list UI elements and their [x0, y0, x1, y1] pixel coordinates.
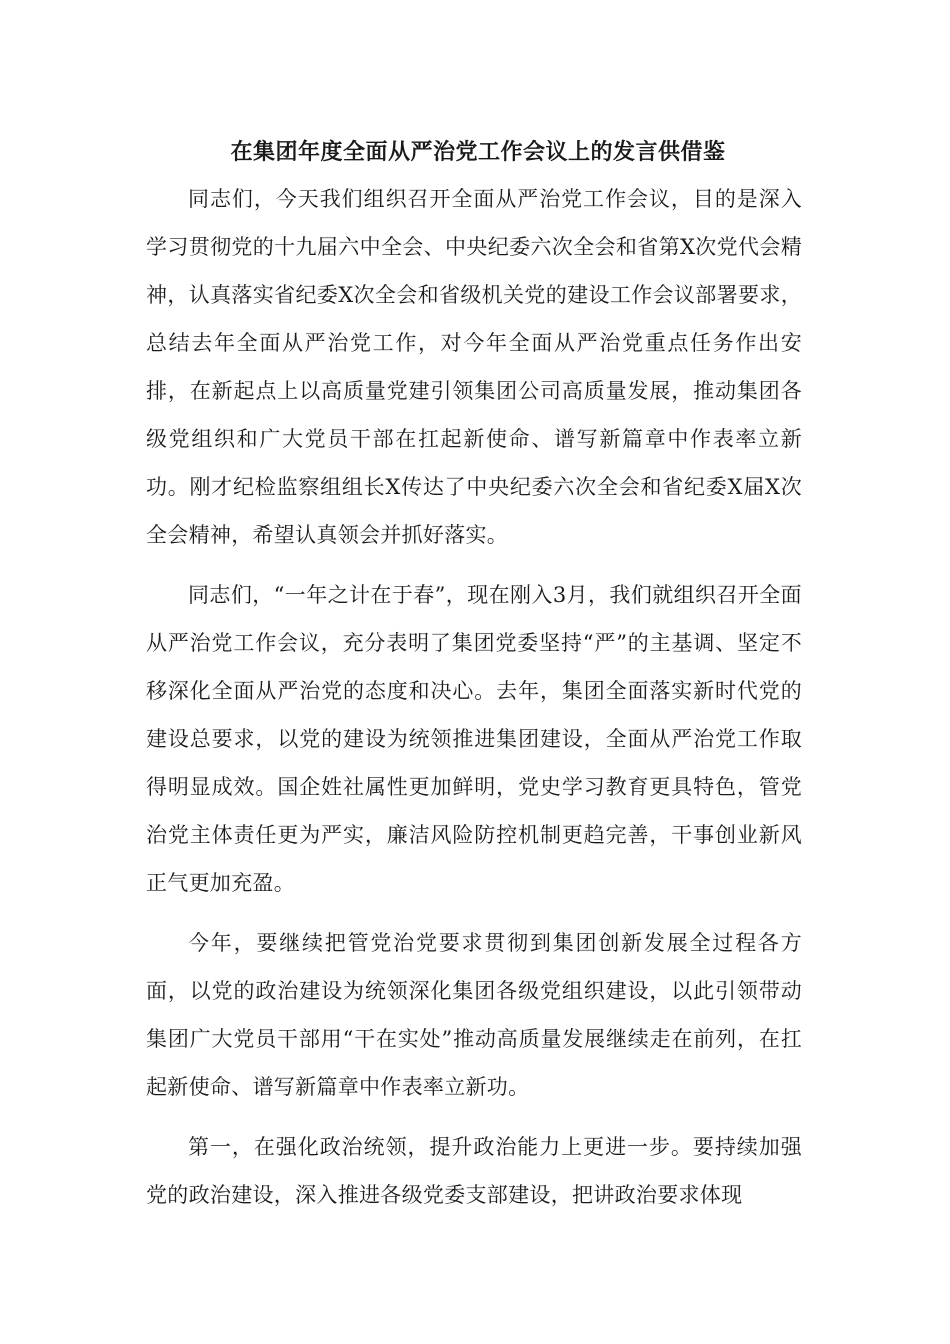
body-paragraph-1: 同志们，今天我们组织召开全面从严治党工作会议，目的是深入学习贯彻党的十九届六中全会、中央纪委六次全会和省第X次党代会精神，认真落实省纪委X次全会和省级机关党的建设工作会议部署要求，总结去年全面从严治党工作，对今年全面从严治党重点任务作出安排，在新起点上以高质量党建引领集团公司高质量发展，推动集团各级党组织和广大党员干部在扛起新使命、谱写新篇章中作表率立新功。刚才纪检监察组组长X传达了中央纪委六次全会和省纪委X届X次全会精神，希望认真领会并抓好落实。	[146, 187, 802, 547]
body-paragraph-4: 第一，在强化政治统领，提升政治能力上更进一步。要持续加强党的政治建设，深入推进各级党委支部建设，把讲政治要求体现	[146, 1135, 802, 1207]
body-paragraph-2: 同志们，“一年之计在于春”，现在刚入3月，我们就组织召开全面从严治党工作会议，充分表明了集团党委坚持“严”的主基调、坚定不移深化全面从严治党的态度和决心。去年，集团全面落实新时代党的建设总要求，以党的建设为统领推进集团建设，全面从严治党工作取得明显成效。国企姓社属性更加鲜明，党史学习教育更具特色，管党治党主体责任更为严实，廉洁风险防控机制更趋完善，干事创业新风正气更加充盈。	[146, 583, 802, 895]
document-title: 在集团年度全面从严治党工作会议上的发言供借鉴	[230, 139, 726, 165]
body-paragraph-3: 今年，要继续把管党治党要求贯彻到集团创新发展全过程各方面，以党的政治建设为统领深化集团各级党组织建设，以此引领带动集团广大党员干部用“干在实处”推动高质量发展继续走在前列，在扛起新使命、谱写新篇章中作表率立新功。	[146, 931, 802, 1099]
